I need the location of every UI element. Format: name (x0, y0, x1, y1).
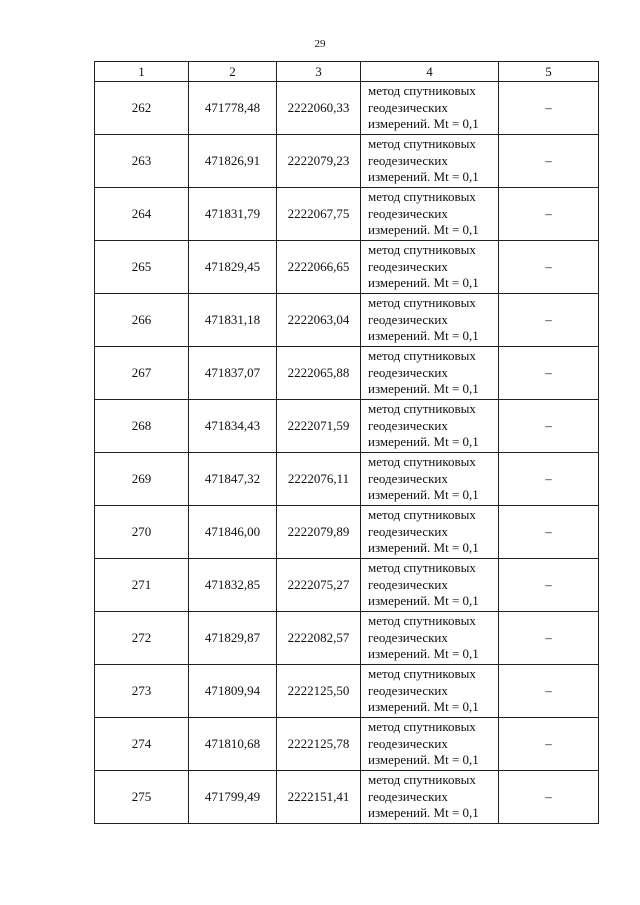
method-cell (361, 771, 499, 824)
method-cell (361, 506, 499, 559)
note-cell: – (499, 506, 599, 559)
table-row (95, 400, 599, 453)
x-coordinate-cell: 471834,43 (189, 400, 277, 453)
x-coordinate-cell: 471831,18 (189, 294, 277, 347)
method-cell (361, 665, 499, 718)
method-line: измерений. Mt = 0,1 (368, 328, 479, 344)
x-coordinate-cell: 471809,94 (189, 665, 277, 718)
method-line: измерений. Mt = 0,1 (368, 699, 479, 715)
note-cell: – (499, 771, 599, 824)
method-line: измерений. Mt = 0,1 (368, 275, 479, 291)
x-coordinate-cell: 471847,32 (189, 453, 277, 506)
method-cell (361, 559, 499, 612)
x-coordinate-cell: 471829,87 (189, 612, 277, 665)
method-line: геодезических (368, 205, 448, 221)
header-row (95, 62, 599, 82)
header-col-4: 4 (361, 62, 499, 82)
page-number: 29 (314, 38, 326, 50)
method-line: геодезических (368, 470, 448, 486)
note-cell: – (499, 718, 599, 771)
method-line: метод спутниковых (368, 613, 476, 629)
method-line: геодезических (368, 99, 448, 115)
table-row (95, 771, 599, 824)
header-col-1: 1 (95, 62, 189, 82)
coordinates-table (94, 61, 599, 824)
point-number-cell: 271 (95, 559, 189, 612)
point-number-cell: 262 (95, 82, 189, 135)
method-cell (361, 241, 499, 294)
method-line: метод спутниковых (368, 666, 476, 682)
method-line: метод спутниковых (368, 507, 476, 523)
method-line: геодезических (368, 311, 448, 327)
note-cell: – (499, 347, 599, 400)
method-line: измерений. Mt = 0,1 (368, 381, 479, 397)
note-cell: – (499, 453, 599, 506)
table-row (95, 135, 599, 188)
header-col-3: 3 (277, 62, 361, 82)
point-number-cell: 269 (95, 453, 189, 506)
method-line: метод спутниковых (368, 454, 476, 470)
method-line: геодезических (368, 629, 448, 645)
method-line: метод спутниковых (368, 83, 476, 99)
method-line: геодезических (368, 576, 448, 592)
note-cell: – (499, 400, 599, 453)
table-row (95, 612, 599, 665)
y-coordinate-cell: 2222151,41 (277, 771, 361, 824)
method-line: геодезических (368, 788, 448, 804)
method-line: геодезических (368, 258, 448, 274)
point-number-cell: 274 (95, 718, 189, 771)
y-coordinate-cell: 2222082,57 (277, 612, 361, 665)
method-line: метод спутниковых (368, 242, 476, 258)
method-line: метод спутниковых (368, 295, 476, 311)
method-line: геодезических (368, 682, 448, 698)
method-line: метод спутниковых (368, 401, 476, 417)
y-coordinate-cell: 2222076,11 (277, 453, 361, 506)
point-number-cell: 272 (95, 612, 189, 665)
point-number-cell: 267 (95, 347, 189, 400)
method-line: геодезических (368, 417, 448, 433)
method-line: метод спутниковых (368, 772, 476, 788)
y-coordinate-cell: 2222075,27 (277, 559, 361, 612)
x-coordinate-cell: 471831,79 (189, 188, 277, 241)
method-cell (361, 347, 499, 400)
note-cell: – (499, 294, 599, 347)
note-cell: – (499, 612, 599, 665)
point-number-cell: 273 (95, 665, 189, 718)
header-col-5: 5 (499, 62, 599, 82)
note-cell: – (499, 82, 599, 135)
method-line: измерений. Mt = 0,1 (368, 222, 479, 238)
method-line: измерений. Mt = 0,1 (368, 434, 479, 450)
method-line: измерений. Mt = 0,1 (368, 169, 479, 185)
method-line: измерений. Mt = 0,1 (368, 805, 479, 821)
x-coordinate-cell: 471832,85 (189, 559, 277, 612)
method-line: измерений. Mt = 0,1 (368, 646, 479, 662)
x-coordinate-cell: 471846,00 (189, 506, 277, 559)
table-row (95, 665, 599, 718)
method-line: метод спутниковых (368, 719, 476, 735)
table-header (95, 62, 599, 82)
method-line: измерений. Mt = 0,1 (368, 540, 479, 556)
table-row (95, 506, 599, 559)
x-coordinate-cell: 471826,91 (189, 135, 277, 188)
method-line: измерений. Mt = 0,1 (368, 752, 479, 768)
table-row (95, 188, 599, 241)
method-line: геодезических (368, 735, 448, 751)
method-cell (361, 453, 499, 506)
x-coordinate-cell: 471829,45 (189, 241, 277, 294)
method-line: метод спутниковых (368, 189, 476, 205)
method-cell (361, 612, 499, 665)
method-line: геодезических (368, 364, 448, 380)
point-number-cell: 263 (95, 135, 189, 188)
x-coordinate-cell: 471837,07 (189, 347, 277, 400)
point-number-cell: 264 (95, 188, 189, 241)
point-number-cell: 270 (95, 506, 189, 559)
y-coordinate-cell: 2222079,23 (277, 135, 361, 188)
method-line: метод спутниковых (368, 348, 476, 364)
header-col-2: 2 (189, 62, 277, 82)
note-cell: – (499, 559, 599, 612)
method-line: геодезических (368, 152, 448, 168)
method-line: измерений. Mt = 0,1 (368, 487, 479, 503)
y-coordinate-cell: 2222125,78 (277, 718, 361, 771)
method-line: геодезических (368, 523, 448, 539)
note-cell: – (499, 241, 599, 294)
y-coordinate-cell: 2222067,75 (277, 188, 361, 241)
y-coordinate-cell: 2222066,65 (277, 241, 361, 294)
method-cell (361, 400, 499, 453)
method-cell (361, 135, 499, 188)
note-cell: – (499, 665, 599, 718)
method-cell (361, 82, 499, 135)
table-row (95, 347, 599, 400)
table-row (95, 718, 599, 771)
method-line: измерений. Mt = 0,1 (368, 593, 479, 609)
point-number-cell: 275 (95, 771, 189, 824)
y-coordinate-cell: 2222060,33 (277, 82, 361, 135)
note-cell: – (499, 135, 599, 188)
x-coordinate-cell: 471810,68 (189, 718, 277, 771)
x-coordinate-cell: 471778,48 (189, 82, 277, 135)
method-line: метод спутниковых (368, 136, 476, 152)
note-cell: – (499, 188, 599, 241)
point-number-cell: 265 (95, 241, 189, 294)
table-row (95, 241, 599, 294)
y-coordinate-cell: 2222071,59 (277, 400, 361, 453)
table-row (95, 453, 599, 506)
table-row (95, 559, 599, 612)
point-number-cell: 266 (95, 294, 189, 347)
method-cell (361, 718, 499, 771)
y-coordinate-cell: 2222063,04 (277, 294, 361, 347)
table-row (95, 82, 599, 135)
method-cell (361, 294, 499, 347)
y-coordinate-cell: 2222125,50 (277, 665, 361, 718)
x-coordinate-cell: 471799,49 (189, 771, 277, 824)
y-coordinate-cell: 2222065,88 (277, 347, 361, 400)
method-line: измерений. Mt = 0,1 (368, 116, 479, 132)
table-body (95, 82, 599, 824)
method-cell (361, 188, 499, 241)
point-number-cell: 268 (95, 400, 189, 453)
table-row (95, 294, 599, 347)
method-line: метод спутниковых (368, 560, 476, 576)
y-coordinate-cell: 2222079,89 (277, 506, 361, 559)
